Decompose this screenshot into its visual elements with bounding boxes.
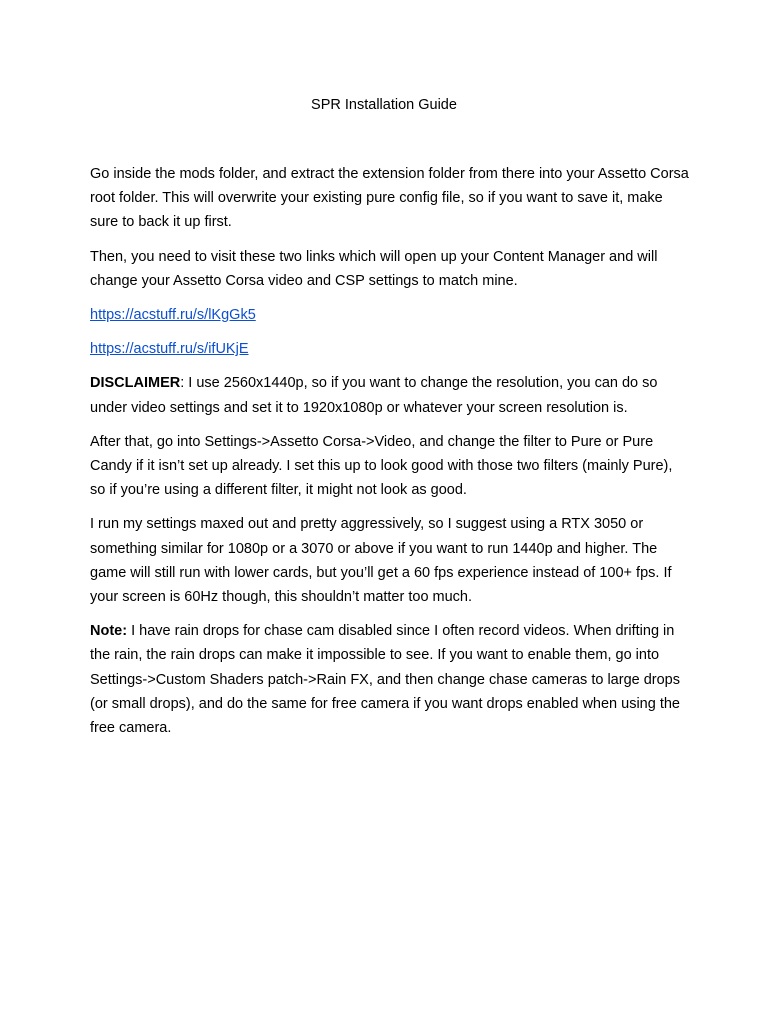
link-paragraph-2 — [90, 337, 690, 361]
paragraph-hardware: I run my settings maxed out and pretty aggressively, so I suggest using a RTX 3050 or something similar for 1080p or a 3070 or above if you want to run 1440p and higher. The game will still run with lower cards, but you’ll get a 60 fps experience instead of 100+ fps. If your screen is 60Hz though, this shouldn’t matter too much. — [90, 516, 672, 606]
paragraph-extract-extension: Go inside the mods folder, and extract the extension folder from there into your Assetto Corsa root folder. This will overwrite your existing pure config file, so if you want to save it, make sure to back it up first. — [90, 166, 689, 231]
settings-link-1[interactable]: https://acstuff.ru/s/lKgGk5 — [90, 307, 256, 324]
document-body — [90, 162, 690, 750]
note-label: Note: — [90, 623, 128, 640]
note-paragraph — [90, 619, 690, 740]
disclaimer-paragraph — [90, 371, 690, 419]
page-title: SPR Installation Guide — [311, 97, 457, 113]
settings-link-2[interactable]: https://acstuff.ru/s/ifUKjE — [90, 341, 249, 358]
disclaimer-text: I use 2560x1440p, so if you want to change the resolution, you can do so under video settings and set it to 1920x1080p or whatever your screen resolution is. — [90, 375, 658, 416]
note-text: I have rain drops for chase cam disabled since I often record videos. When drifting in the rain, the rain drops can make it impossible to see. If you want to enable them, go into Settings->Custom Shaders patch->Rain FX, and then change chase cameras to large drops (or small drops), and do the same for free camera if you want drops enabled when using the free camera. — [90, 623, 680, 737]
paragraph-filter-settings: After that, go into Settings->Assetto Corsa->Video, and change the filter to Pure or Pure Candy if it isn’t set up already. I set this up to look good with those two filters (mainly Pure), so if you’re using a different filter, it might not look as good. — [90, 433, 673, 499]
disclaimer-colon: : — [180, 375, 185, 392]
disclaimer-label: DISCLAIMER — [90, 375, 181, 392]
paragraph-visit-links: Then, you need to visit these two links which will open up your Content Manager and will change your Assetto Corsa video and CSP settings to match mine. — [90, 248, 658, 289]
link-paragraph-1 — [90, 303, 690, 327]
